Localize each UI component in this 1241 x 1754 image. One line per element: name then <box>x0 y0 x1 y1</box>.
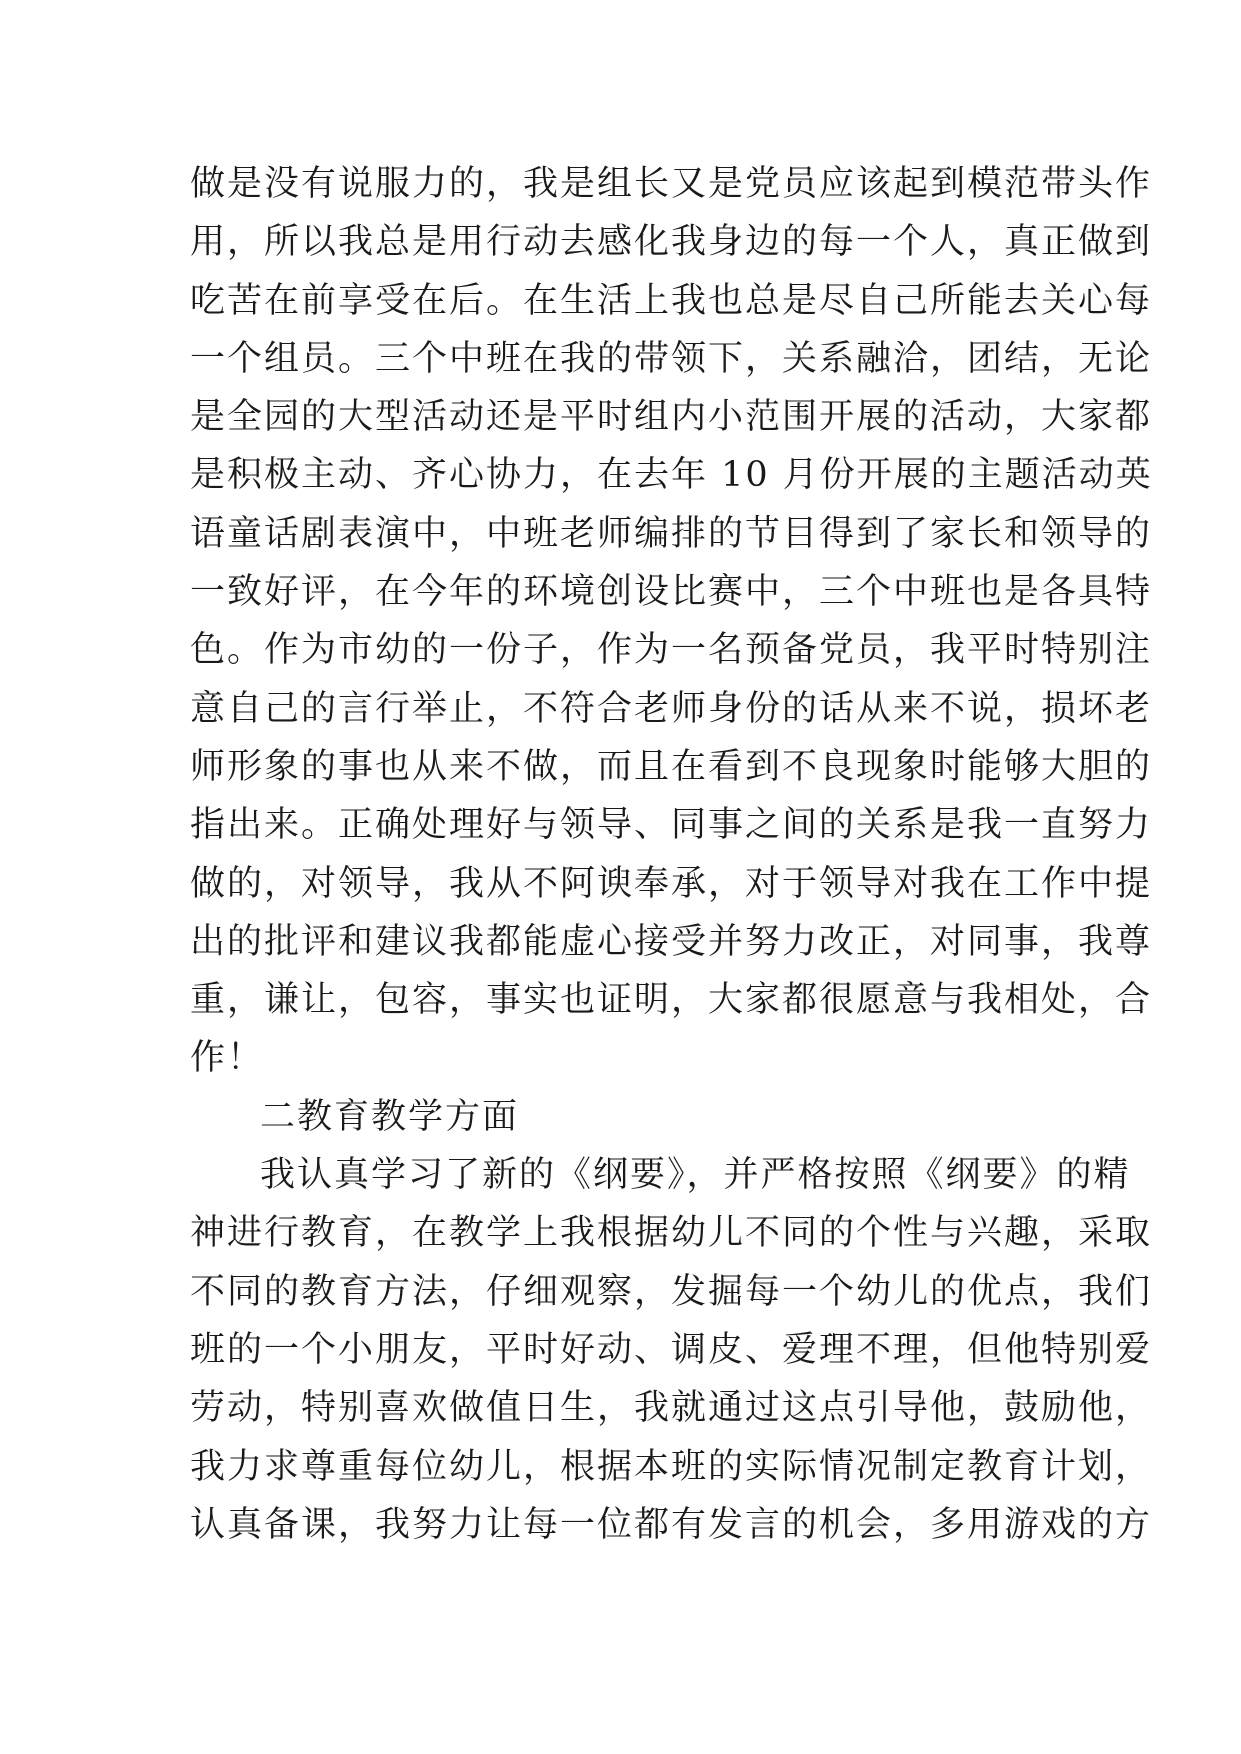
paragraph-line: 色。作为市幼的一份子，作为一名预备党员，我平时特别注 <box>190 630 1153 671</box>
paragraph-line: 劳动，特别喜欢做值日生，我就通过这点引导他，鼓励他， <box>190 1388 1153 1429</box>
paragraph-line: 做是没有说服力的，我是组长又是党员应该起到模范带头作 <box>190 164 1153 204</box>
paragraph-line: 师形象的事也从来不做，而且在看到不良现象时能够大胆的 <box>190 746 1153 787</box>
paragraph-line: 不同的教育方法，仔细观察，发掘每一个幼儿的优点，我们 <box>190 1271 1153 1312</box>
paragraph-line: 班的一个小朋友，平时好动、调皮、爱理不理，但他特别爱 <box>190 1329 1153 1370</box>
paragraph-line: 一致好评，在今年的环境创设比赛中，三个中班也是各具特 <box>190 572 1153 613</box>
paragraph-line: 作！ <box>190 1038 265 1079</box>
document-body <box>190 155 1153 1554</box>
paragraph-line: 出的批评和建议我都能虚心接受并努力改正，对同事，我尊 <box>190 921 1153 962</box>
paragraph-line: 我认真学习了新的《纲要》，并严格按照《纲要》的精 <box>260 1155 1131 1196</box>
paragraph-line: 指出来。正确处理好与领导、同事之间的关系是我一直努力 <box>190 805 1153 846</box>
paragraph-line: 是积极主动、齐心协力，在去年 10 月份开展的主题活动英 <box>190 455 1153 496</box>
paragraph-line: 重，谦让，包容，事实也证明，大家都很愿意与我相处，合 <box>190 980 1153 1021</box>
paragraph-line: 做的，对领导，我从不阿谀奉承，对于领导对我在工作中提 <box>190 863 1153 904</box>
paragraph-line: 一个组员。三个中班在我的带领下，关系融洽，团结，无论 <box>190 338 1153 379</box>
paragraph-line: 语童话剧表演中，中班老师编排的节目得到了家长和领导的 <box>190 513 1153 554</box>
paragraph-line: 神进行教育，在教学上我根据幼儿不同的个性与兴趣，采取 <box>190 1213 1153 1254</box>
paragraph-line: 是全园的大型活动还是平时组内小范围开展的活动，大家都 <box>190 397 1153 438</box>
paragraph-line: 我力求尊重每位幼儿，根据本班的实际情况制定教育计划， <box>190 1446 1153 1487</box>
paragraph-line: 吃苦在前享受在后。在生活上我也总是尽自己所能去关心每 <box>190 280 1153 321</box>
paragraph-line: 认真备课，我努力让每一位都有发言的机会，多用游戏的方 <box>190 1504 1153 1545</box>
section-heading: 二教育教学方面 <box>260 1096 520 1137</box>
paragraph-line: 意自己的言行举止，不符合老师身份的话从来不说，损坏老 <box>190 688 1153 729</box>
paragraph-line: 用，所以我总是用行动去感化我身边的每一个人，真正做到 <box>190 222 1153 263</box>
